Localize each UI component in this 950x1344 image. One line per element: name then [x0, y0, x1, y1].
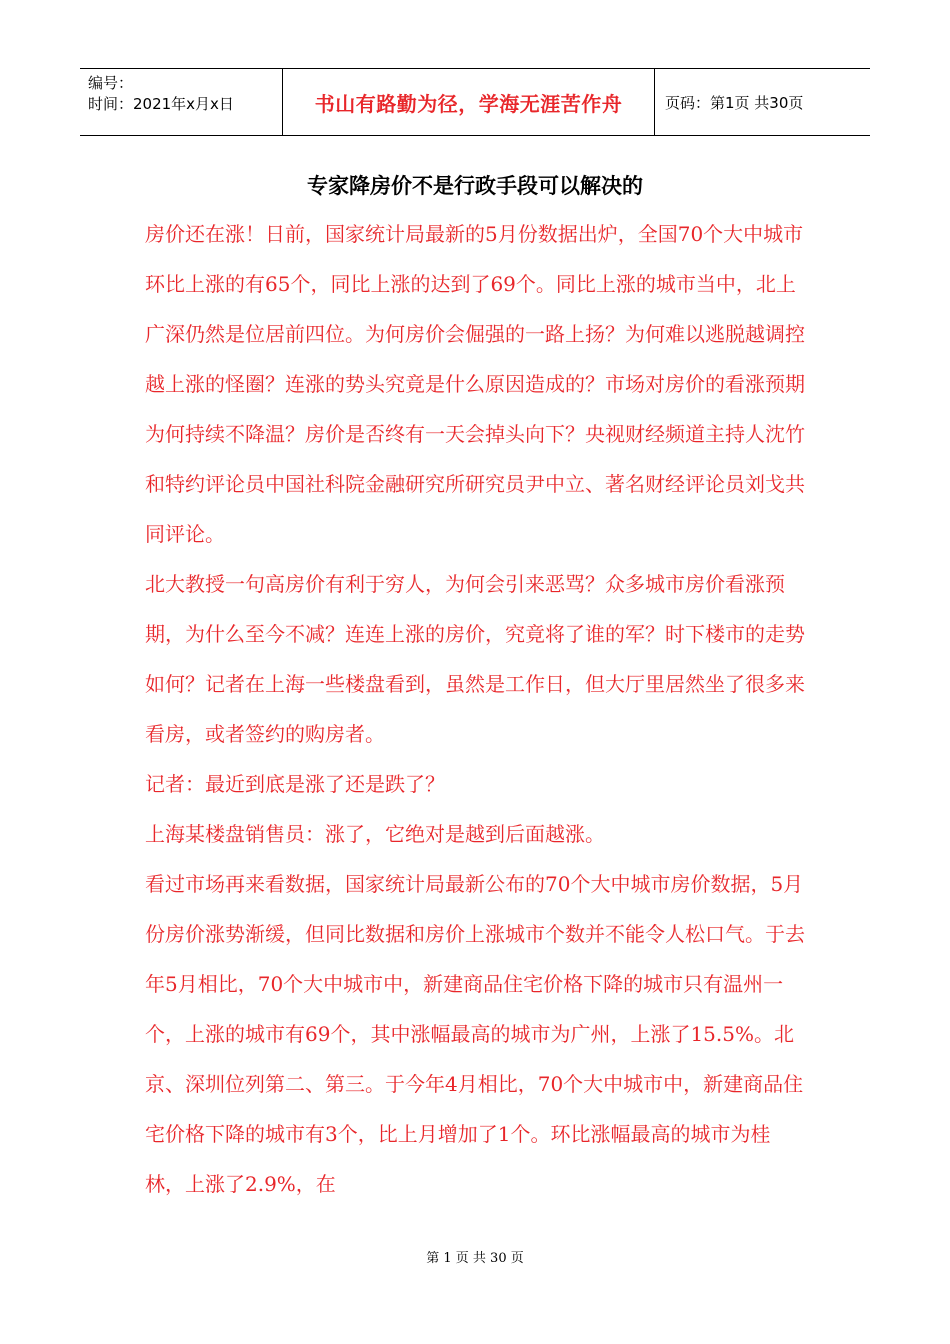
header-page-cell — [655, 69, 870, 135]
motto-text: 书山有路勤为径，学海无涯苦作舟 — [314, 91, 623, 116]
header-meta-cell — [80, 69, 282, 135]
paragraph: 记者：最近到底是涨了还是跌了？ — [145, 772, 445, 796]
paragraph: 上海某楼盘销售员：涨了，它绝对是越到后面越涨。 — [145, 822, 605, 846]
paragraph: 北大教授一句高房价有利于穷人，为何会引来恶骂？众多城市房价看涨预期，为什么至今不减？连连上涨的房价，究竟将了谁的军？时下楼市的走势如何？记者在上海一些楼盘看到，虽然是工作日，但大厅里居然坐了很多来看房，或者签约的购房者。 — [145, 572, 805, 746]
header-motto-cell — [282, 69, 655, 135]
time-label: 时间：2021年x月x日 — [88, 95, 234, 113]
header-table — [80, 68, 870, 136]
page-info: 页码：第1页 共30页 — [665, 93, 804, 112]
page-footer: 第 1 页 共 30 页 — [426, 1251, 524, 1266]
document-title: 专家降房价不是行政手段可以解决的 — [307, 174, 643, 198]
number-label: 编号： — [88, 74, 134, 92]
document-body — [145, 209, 807, 1209]
paragraph: 看过市场再来看数据，国家统计局最新公布的70个大中城市房价数据，5月份房价涨势渐缓，但同比数据和房价上涨城市个数并不能令人松口气。于去年5月相比，70个大中城市中，新建商品住宅价格下降的城市只有温州一个，上涨的城市有69个，其中涨幅最高的城市为广州，上涨了15.5%。北京、深圳位列第二、第三。于今年4月相比，70个大中城市中，新建商品住宅价格下降的城市有3个，比上月增加了1个。环比涨幅最高的城市为桂林，上涨了2.9%，在 — [145, 872, 805, 1196]
paragraph: 房价还在涨！日前，国家统计局最新的5月份数据出炉，全国70个大中城市环比上涨的有65个，同比上涨的达到了69个。同比上涨的城市当中，北上广深仍然是位居前四位。为何房价会倔强的一路上扬？为何难以逃脱越调控越上涨的怪圈？连涨的势头究竟是什么原因造成的？市场对房价的看涨预期为何持续不降温？房价是否终有一天会掉头向下？央视财经频道主持人沈竹和特约评论员中国社科院金融研究所研究员尹中立、著名财经评论员刘戈共同评论。 — [145, 222, 805, 546]
